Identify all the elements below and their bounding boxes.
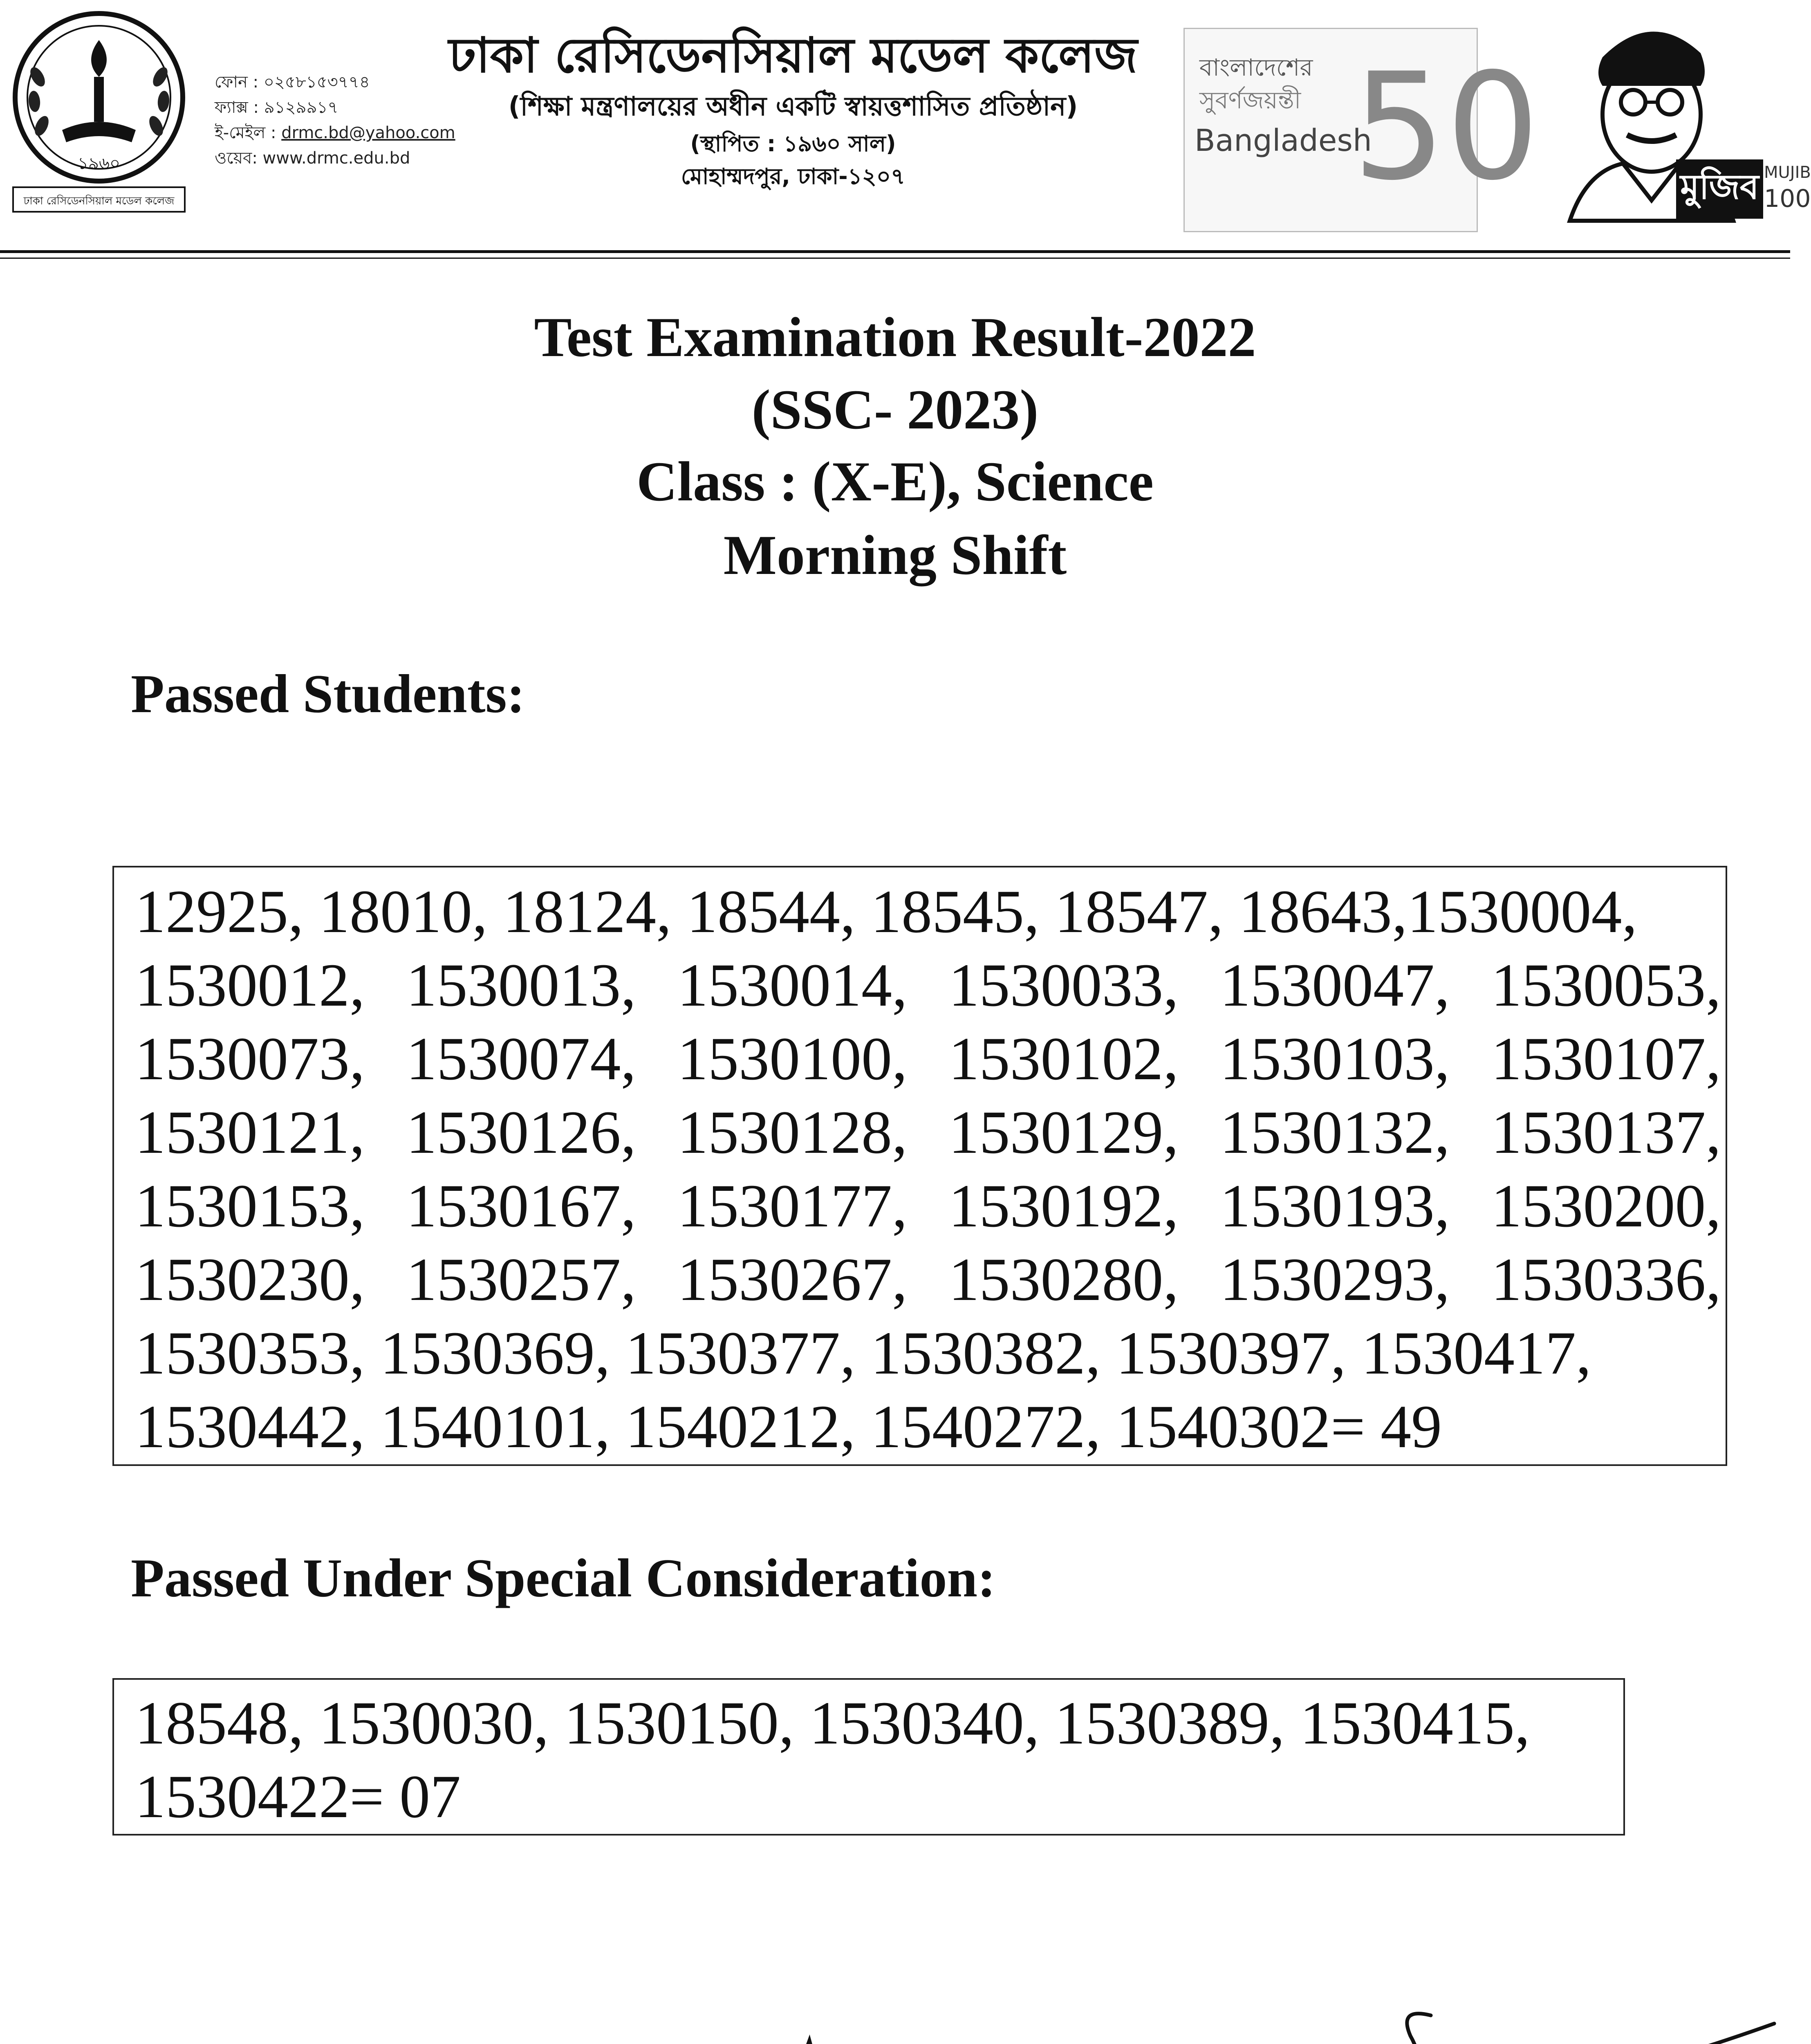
special-roll-list: [135, 1686, 1530, 1833]
roll-number: 1530132,: [1220, 1098, 1450, 1166]
roll-number: 1530014,: [677, 951, 908, 1019]
roll-number: 1530074,: [406, 1025, 636, 1093]
college-name: ঢাকা রেসিডেনসিয়াল মডেল কলেজ: [448, 27, 1138, 83]
shift: Morning Shift: [723, 524, 1067, 586]
golden-jubilee-word: Bangladesh: [1195, 123, 1372, 158]
svg-text:১৯৬০: ১৯৬০: [78, 154, 120, 173]
email-row: [215, 120, 455, 146]
roll-row: 1530353, 1530369, 1530377, 1530382, 1530397, 1530417,: [135, 1319, 1591, 1387]
roll-number: 1530257,: [406, 1246, 636, 1313]
roll-number: 1530126,: [406, 1098, 636, 1166]
email-link[interactable]: drmc.bd@yahoo.com: [281, 123, 455, 142]
roll-number: 1530033,: [948, 951, 1179, 1019]
header-rule-thick: [0, 250, 1790, 253]
roll-number: 1530100,: [677, 1025, 908, 1093]
roll-row: [135, 948, 1721, 1022]
roll-row: [135, 1169, 1721, 1243]
college-heading: [429, 25, 1157, 193]
class-section: Class : (X-E), Science: [637, 450, 1154, 513]
roll-number: 1530267,: [677, 1246, 908, 1313]
result-title: Test Examination Result-2022: [534, 306, 1256, 368]
golden-jubilee-line1: বাংলাদেশের: [1199, 54, 1313, 81]
passed-students-heading: Passed Students:: [131, 663, 525, 724]
mujib-side: [1764, 159, 1811, 212]
college-subtitle: (শিক্ষা মন্ত্রণালয়ের অধীন একটি স্বায়ত্তশাসিত প্রতিষ্ঠান): [508, 92, 1078, 122]
phone-text: ফোন : ০২৫৮১৫৩৭৭৪: [215, 73, 370, 92]
roll-number: 1530012,: [135, 951, 365, 1019]
roll-number: 1530053,: [1491, 951, 1721, 1019]
golden-jubilee-logo: [1183, 28, 1540, 232]
roll-number: 1530073,: [135, 1025, 365, 1093]
roll-number: 1530121,: [135, 1098, 365, 1166]
mujib-side-number: 100: [1764, 184, 1811, 213]
principal-signature: [1374, 1983, 1782, 2044]
roll-number: 1530103,: [1220, 1025, 1450, 1093]
roll-number: 1530102,: [948, 1025, 1179, 1093]
golden-jubilee-number: 50: [1352, 41, 1540, 213]
roll-row: 1530422= 07: [135, 1763, 461, 1831]
svg-text:ঢাকা রেসিডেনসিয়াল মডেল কলেজ: ঢাকা রেসিডেনসিয়াল মডেল কলেজ: [23, 195, 175, 207]
special-consideration-heading: Passed Under Special Consideration:: [131, 1548, 996, 1608]
roll-number: 1530137,: [1491, 1098, 1721, 1166]
mujib-script: মুজিব: [1676, 159, 1763, 219]
roll-number: 1530293,: [1220, 1246, 1450, 1313]
roll-number: 1530013,: [406, 951, 636, 1019]
roll-number: 1530153,: [135, 1172, 365, 1240]
passed-roll-list: [135, 875, 1721, 1464]
website-text: ওয়েব: www.drmc.edu.bd: [215, 149, 410, 168]
roll-row: 18548, 1530030, 1530150, 1530340, 1530389, 1530415,: [135, 1689, 1530, 1757]
roll-row: [135, 1243, 1721, 1316]
header-rule-thin: [0, 258, 1790, 259]
roll-number: 1530047,: [1220, 951, 1450, 1019]
roll-number: 1530230,: [135, 1246, 365, 1313]
roll-row: [135, 1022, 1721, 1096]
contact-info: [215, 69, 455, 171]
roll-number: 1530107,: [1491, 1025, 1721, 1093]
roll-number: 1530192,: [948, 1172, 1179, 1240]
roll-number: 1530200,: [1491, 1172, 1721, 1240]
roll-row: [135, 1096, 1721, 1169]
established-year: (স্থাপিত : ১৯৬০ সাল): [690, 131, 896, 157]
roll-number: 1530280,: [948, 1246, 1179, 1313]
vice-principal-initials: [785, 2028, 875, 2044]
college-logo: [9, 7, 189, 222]
roll-number: 1530193,: [1220, 1172, 1450, 1240]
fax-text: ফ্যাক্স : ৯১২৯৯১৭: [215, 98, 338, 117]
roll-number: 1530129,: [948, 1098, 1179, 1166]
roll-row: 12925, 18010, 18124, 18544, 18545, 18547, 18643,1530004,: [135, 878, 1637, 946]
exam-year: (SSC- 2023): [751, 378, 1039, 441]
mujib-centenary-logo: [1553, 8, 1811, 221]
college-address: মোহাম্মদপুর, ঢাকা-১২০৭: [681, 164, 906, 189]
roll-row: 1530442, 1540101, 1540212, 1540272, 1540302= 49: [135, 1393, 1442, 1461]
golden-jubilee-line2: সুবর্ণজয়ন্তী: [1199, 86, 1301, 114]
email-label: ই-মেইল :: [215, 123, 276, 142]
roll-number: 1530177,: [677, 1172, 908, 1240]
roll-number: 1530128,: [677, 1098, 908, 1166]
mujib-side-word: MUJIB: [1764, 163, 1811, 182]
roll-number: 1530167,: [406, 1172, 636, 1240]
roll-number: 1530336,: [1491, 1246, 1721, 1313]
